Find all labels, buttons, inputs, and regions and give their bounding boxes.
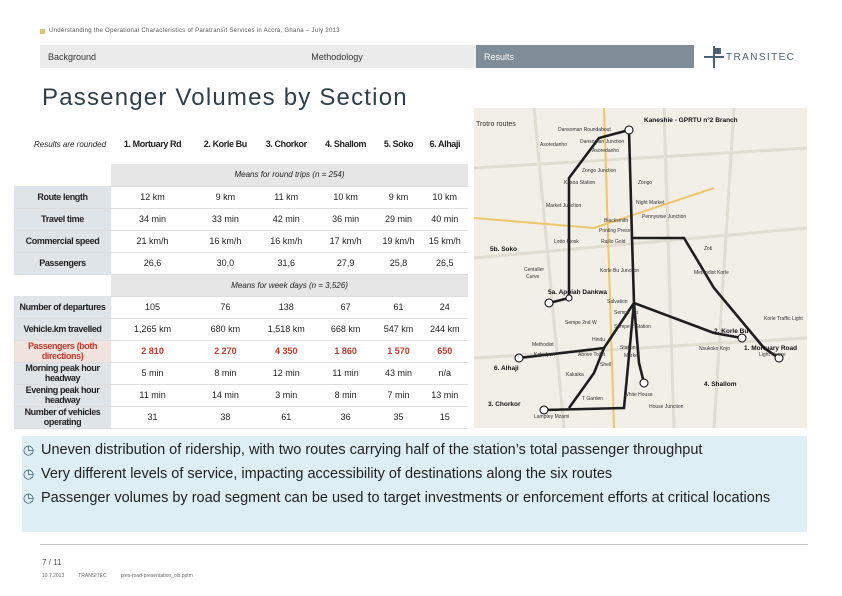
clock-bullet-icon: ◷ xyxy=(22,442,35,457)
list-item xyxy=(22,489,807,507)
row-label: Number of departures xyxy=(14,296,111,318)
table-cell: 650 xyxy=(422,340,468,362)
table-cell: 31,6 xyxy=(257,252,316,274)
table-cell: 61 xyxy=(375,296,421,318)
table-cell: 26,6 xyxy=(111,252,194,274)
table-cell: 38 xyxy=(194,406,256,428)
row-label: Passengers (both directions) xyxy=(14,340,111,362)
table-cell: 668 km xyxy=(316,318,375,340)
table-cell: 138 xyxy=(257,296,316,318)
map-label-market: Market Junction xyxy=(546,203,582,209)
map-label-kaneshie: Kaneshie - GPRTU n°2 Branch xyxy=(644,117,738,124)
row-label: Evening peak hour headway xyxy=(14,384,111,406)
map-label-sempe1: Sempe 1st xyxy=(614,310,638,316)
map-legend: Trotro routes xyxy=(476,121,516,128)
footer-company: TRANSITEC xyxy=(78,573,107,579)
section-row xyxy=(14,164,468,186)
footer-date: 10.7.2013 xyxy=(42,573,65,579)
row-label: Passengers xyxy=(14,252,111,274)
table-cell: 30,0 xyxy=(194,252,256,274)
tab-background[interactable]: Background xyxy=(40,45,258,68)
column-header: 5. Soko xyxy=(383,139,414,149)
route-map xyxy=(474,108,807,428)
table-cell: 11 min xyxy=(316,362,375,384)
findings-box xyxy=(22,436,807,532)
table-cell: 17 km/h xyxy=(316,230,375,252)
section-row xyxy=(14,274,468,296)
clock-bullet-icon: ◷ xyxy=(22,490,35,505)
section-label-round-trips: Means for round trips (n = 254) xyxy=(111,164,468,186)
table-cell: n/a xyxy=(422,362,468,384)
table-row xyxy=(14,318,468,340)
table-cell: 27,9 xyxy=(316,252,375,274)
table-cell: 105 xyxy=(111,296,194,318)
map-label-chorkor: 3. Chorkor xyxy=(488,401,521,408)
table-cell: 67 xyxy=(316,296,375,318)
table-cell: 9 km xyxy=(375,186,421,208)
map-label-methodist: Methodist xyxy=(532,342,554,348)
table-row xyxy=(14,230,468,252)
table-cell: 43 min xyxy=(375,362,421,384)
map-label-shallom: 4. Shallom xyxy=(704,381,737,388)
map-label-appiah: 5a. Appiah Dankwa xyxy=(548,289,607,296)
table-cell: 10 km xyxy=(422,186,468,208)
table-cell: 3 min xyxy=(257,384,316,406)
map-label-lamptey: Lamptey Mzami xyxy=(534,414,570,420)
table-cell: 1,518 km xyxy=(257,318,316,340)
table-cell: 26,5 xyxy=(422,252,468,274)
footer-divider xyxy=(40,544,808,545)
map-label-above: Above Toilet xyxy=(578,352,606,358)
table-cell: 76 xyxy=(194,296,256,318)
row-label: Vehicle.km travelled xyxy=(14,318,111,340)
map-label-station: Station xyxy=(620,345,636,351)
row-label: Number of vehicles operating xyxy=(14,406,111,428)
table-cell: 25,8 xyxy=(375,252,421,274)
map-label-dansoman-rb: Dansoman Roundabout xyxy=(558,127,611,133)
table-cell: 547 km xyxy=(375,318,421,340)
table-row xyxy=(14,362,468,384)
tab-results[interactable]: Results xyxy=(476,45,694,68)
logo-text: TRANSITEC xyxy=(726,52,796,63)
column-header: 3. Chorkor xyxy=(265,139,307,149)
row-label: Travel time xyxy=(14,208,111,230)
map-label-korle-tl: Korle Traffic Light xyxy=(764,316,803,322)
table-cell: 61 xyxy=(257,406,316,428)
table-row xyxy=(14,208,468,230)
map-label-korlebu-j: Korle Bu Junction xyxy=(600,268,640,274)
map-label-printing: Printing Press xyxy=(599,228,631,234)
table-row-highlighted xyxy=(14,340,468,362)
map-label-asoredanho: Asoredanho xyxy=(540,142,567,148)
table-cell: 8 min xyxy=(316,384,375,406)
map-label-zongo: Zongo xyxy=(638,180,653,186)
table-cell: 29 min xyxy=(375,208,421,230)
map-label-salvation: Salvation xyxy=(607,299,628,305)
map-label-zoti: Zoti xyxy=(704,246,713,252)
column-header: 4. Shallom xyxy=(325,139,367,149)
transitec-logo xyxy=(702,44,812,70)
table-cell: 8 min xyxy=(194,362,256,384)
table-row xyxy=(14,406,468,428)
list-item xyxy=(22,465,807,483)
table-row xyxy=(14,296,468,318)
column-header: 1. Mortuary Rd xyxy=(123,139,182,149)
map-label-night: Night Market xyxy=(636,200,665,206)
map-label-nsukoko: Nsukoko Kojo xyxy=(699,346,730,352)
map-label-centaller: Centaller xyxy=(524,267,545,273)
table-row xyxy=(14,384,468,406)
table-cell: 12 min xyxy=(257,362,316,384)
column-header: 2. Korle Bu xyxy=(203,139,247,149)
map-label-t-garden: T Garden xyxy=(582,396,604,402)
map-label-soko: 5b. Soko xyxy=(490,246,518,253)
header-subtitle xyxy=(40,28,340,34)
map-label-blacksmith: Blacksmith xyxy=(604,218,629,224)
table-cell: 9 km xyxy=(194,186,256,208)
table-cell: 16 km/h xyxy=(257,230,316,252)
bullet-text: Very different levels of service, impacting accessibility of destinations along the six routes xyxy=(41,466,613,482)
map-label-dansoman-j: Dansoman Junction xyxy=(580,139,625,145)
map-label-light-house: Light House xyxy=(759,352,786,358)
table-header-row xyxy=(14,124,468,164)
route-statistics-table xyxy=(14,124,468,429)
bullet-text: Passenger volumes by road segment can be used to target investments or enforcement efforts at critical locations xyxy=(41,490,771,506)
map-label-zongo-j: Zongo Junction xyxy=(582,168,617,174)
table-cell: 36 min xyxy=(316,208,375,230)
table-cell: 36 xyxy=(316,406,375,428)
findings-list xyxy=(22,436,807,507)
tab-methodology[interactable]: Methodology xyxy=(258,45,476,68)
page-title: Passenger Volumes by Section xyxy=(42,84,408,111)
table-cell: 34 min xyxy=(111,208,194,230)
table-cell: 1 570 xyxy=(375,340,421,362)
row-label: Morning peak hour headway xyxy=(14,362,111,384)
map-label-shell: Shell xyxy=(600,362,612,368)
table-cell: 4 350 xyxy=(257,340,316,362)
table-cell: 680 km xyxy=(194,318,256,340)
table-row xyxy=(14,252,468,274)
table-cell: 1,265 km xyxy=(111,318,194,340)
map-label-curve: Curve xyxy=(526,274,540,280)
map-label-asoredanho2: Asoredanho xyxy=(592,148,619,154)
clock-bullet-icon: ◷ xyxy=(22,466,35,481)
logo-mark-icon xyxy=(702,44,726,70)
results-note: Results are rounded xyxy=(34,139,107,149)
table-cell: 42 min xyxy=(257,208,316,230)
table-cell: 16 km/h xyxy=(194,230,256,252)
bullet-square-icon xyxy=(40,29,45,34)
table-cell: 2 270 xyxy=(194,340,256,362)
table-cell: 14 min xyxy=(194,384,256,406)
table-cell: 2 810 xyxy=(111,340,194,362)
map-label-kasoa: Kasoa Station xyxy=(564,180,596,186)
bullet-text: Uneven distribution of ridership, with two routes carrying half of the station’s total passenger throughput xyxy=(41,442,703,458)
table-cell: 13 min xyxy=(422,384,468,406)
table-cell: 7 min xyxy=(375,384,421,406)
table-cell: 33 min xyxy=(194,208,256,230)
map-label-pennywise: Pennywise Junction xyxy=(642,214,687,220)
table-cell: 15 km/h xyxy=(422,230,468,252)
map-label-korlebu: 2. Korle Bu xyxy=(714,328,749,335)
map-label-house-j: House Junction xyxy=(649,404,684,410)
column-header: 6. Alhaji xyxy=(429,139,461,149)
table-cell: 1 860 xyxy=(316,340,375,362)
table-cell: 40 min xyxy=(422,208,468,230)
map-label-kabulyan: Kabulyan xyxy=(534,352,555,358)
map-label-market2: Market xyxy=(624,353,640,359)
map-label-white-house: White House xyxy=(624,392,653,398)
table-cell: 11 min xyxy=(111,384,194,406)
table-cell: 21 km/h xyxy=(111,230,194,252)
section-label-week-days: Means for week days (n = 3,526) xyxy=(111,274,468,296)
table-cell: 12 km xyxy=(111,186,194,208)
footer-file: pres-road-presentation_ols.pptm xyxy=(120,573,193,579)
map-label-alhaji: 6. Alhaji xyxy=(494,365,519,372)
list-item xyxy=(22,441,807,459)
page-number: 7 / 11 xyxy=(42,558,62,567)
map-label-sempe2: Sempe 2 Station xyxy=(614,324,651,330)
table-row xyxy=(14,186,468,208)
section-nav xyxy=(40,45,694,68)
map-label-railio: Railio Gold xyxy=(601,239,626,245)
table-cell: 11 km xyxy=(257,186,316,208)
table-cell: 15 xyxy=(422,406,468,428)
map-label-hindu: Hindu xyxy=(592,337,606,343)
table-cell: 24 xyxy=(422,296,468,318)
footer xyxy=(42,573,193,579)
table-cell: 244 km xyxy=(422,318,468,340)
route-map-drawing xyxy=(474,108,807,428)
header-subtitle-text: Understanding the Operational Characteristics of Paratransit Services in Accra, Ghana – July 2013 xyxy=(49,28,340,34)
map-label-methodist-korle: Methodist Korle xyxy=(694,270,729,276)
map-label-sempe2w: Sempe 2nd W xyxy=(565,320,597,326)
map-label-kakaika: Kakaika xyxy=(566,372,584,378)
table-cell: 10 km xyxy=(316,186,375,208)
table-cell: 35 xyxy=(375,406,421,428)
map-label-mortuary: 1. Mortuary Road xyxy=(744,345,798,352)
map-label-lotto: Lotto Kiosk xyxy=(554,239,579,245)
table-cell: 19 km/h xyxy=(375,230,421,252)
row-label: Route length xyxy=(14,186,111,208)
table-cell: 5 min xyxy=(111,362,194,384)
table-cell: 31 xyxy=(111,406,194,428)
row-label: Commercial speed xyxy=(14,230,111,252)
